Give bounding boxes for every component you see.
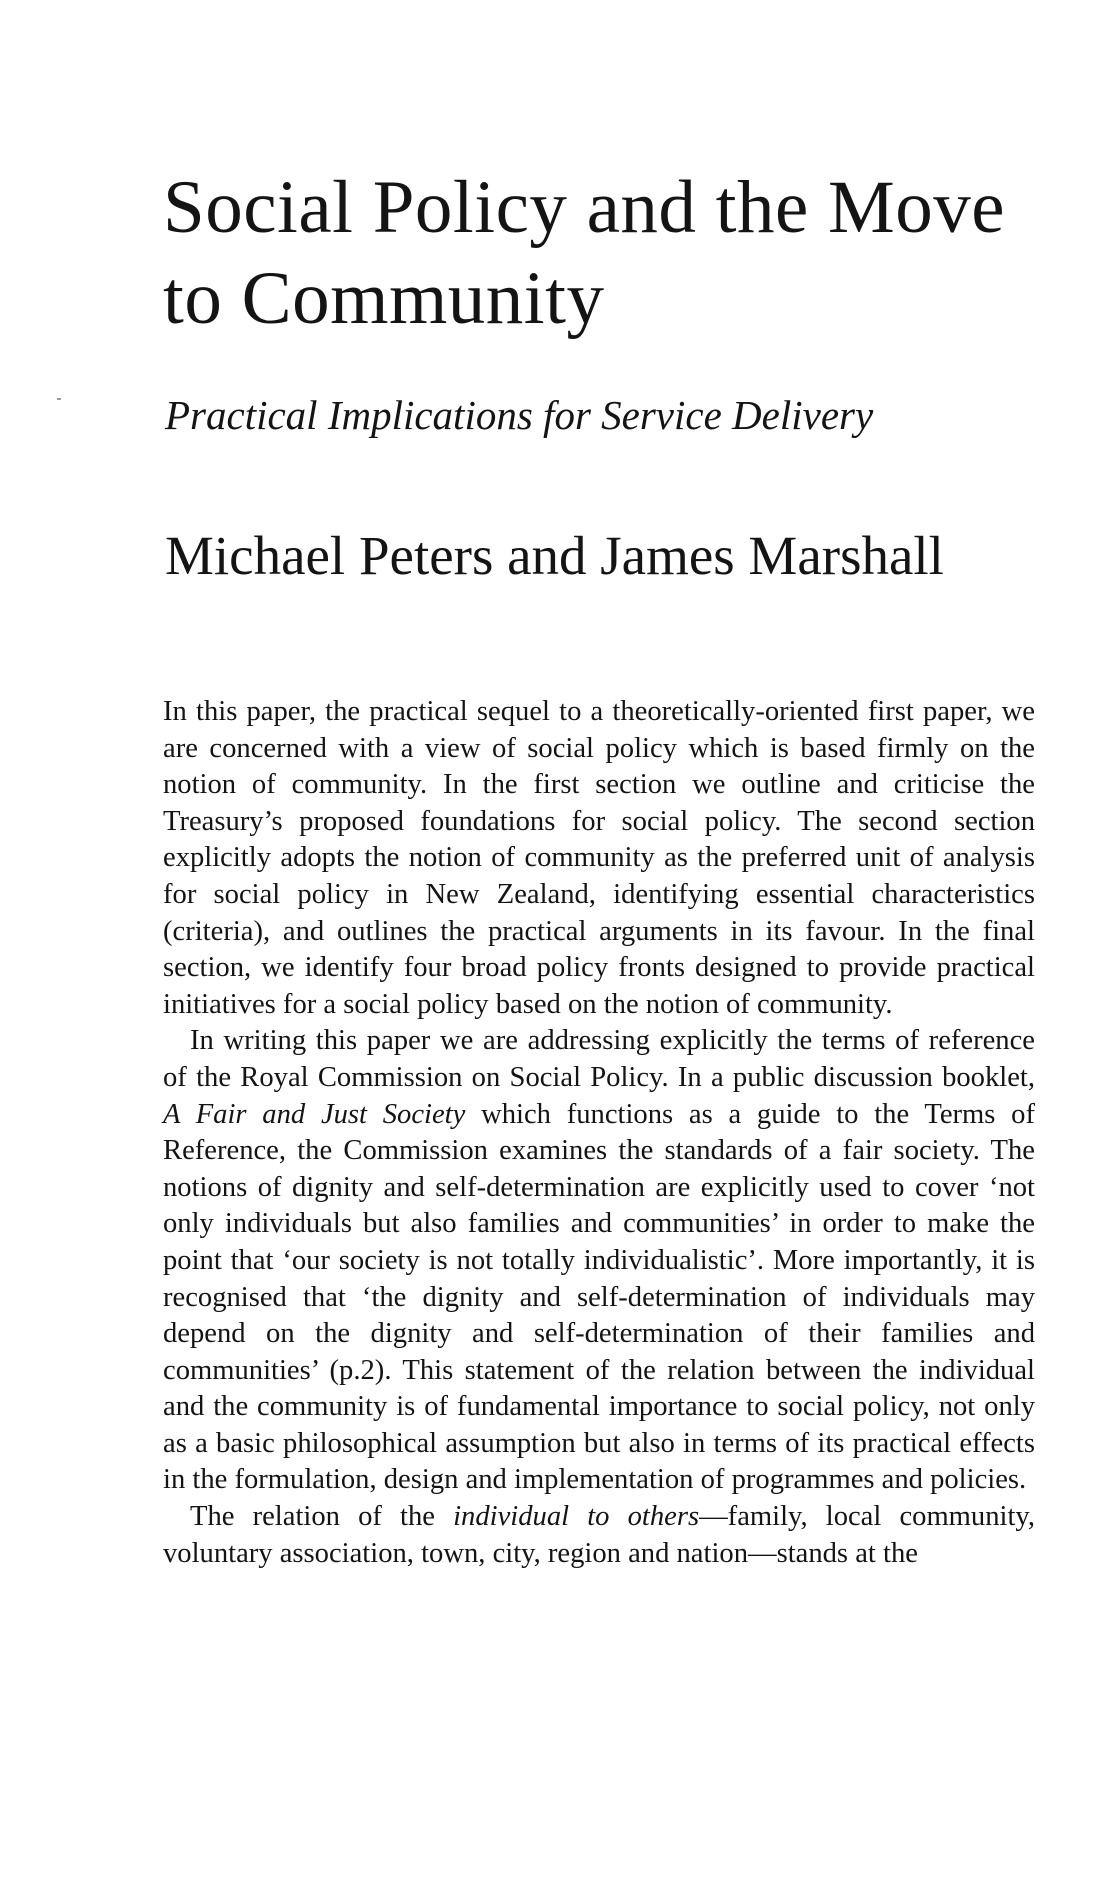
paragraph-3-text-end: —family, local community, voluntary association, town, city, region and nation—stands at the xyxy=(163,1501,1035,1569)
scan-speck xyxy=(57,398,61,400)
article-title-line-1: Social Policy and the Move xyxy=(163,166,1006,249)
article-body xyxy=(163,694,1035,1572)
body-paragraph-2 xyxy=(163,1023,1035,1499)
paragraph-2-text-end: which functions as a guide to the Terms of Reference, the Commission examines the standards of a fair society. The notions of dignity and self-determination are explicitly used to cover ‘not only individuals but also families and communities’ in order to make the point that ‘our society is not totally individualistic’. More importantly, it is recognised that ‘the dignity and self-determination of individuals may depend on the dignity and self-determination of their families and communities’ (p.2). This statement of the relation between the individual and the community is of fundamental importance to social policy, not only as a basic philosophical assumption but also in terms of its practical effects in the formulation, design and implementation of programmes and policies. xyxy=(163,1098,1035,1496)
article-title xyxy=(163,162,1063,344)
emphasis-individual-to-others: individual to others xyxy=(453,1501,700,1533)
article-authors: Michael Peters and James Marshall xyxy=(165,525,944,586)
booklet-title: A Fair and Just Society xyxy=(163,1098,466,1130)
paragraph-3-text-start: The relation of the xyxy=(190,1501,454,1533)
body-paragraph-3 xyxy=(163,1499,1035,1572)
article-title-line-2: to Community xyxy=(163,257,605,340)
paragraph-2-text-start: In writing this paper we are addressing explicitly the terms of reference of the Royal Commission on Social Policy. In a public discussion booklet, xyxy=(163,1025,1035,1093)
article-subtitle: Practical Implications for Service Delivery xyxy=(165,392,874,438)
body-paragraph-1: In this paper, the practical sequel to a theoretically-oriented first paper, we are concerned with a view of social policy which is based firmly on the notion of community. In the first section we outline and criticise the Treasury’s proposed foundations for social policy. The second section explicitly adopts the notion of community as the preferred unit of analysis for social policy in New Zealand, identifying essential characteristics (criteria), and outlines the practical arguments in its favour. In the final section, we identify four broad policy fronts designed to provide practical initiatives for a social policy based on the notion of community. xyxy=(163,696,1035,1020)
